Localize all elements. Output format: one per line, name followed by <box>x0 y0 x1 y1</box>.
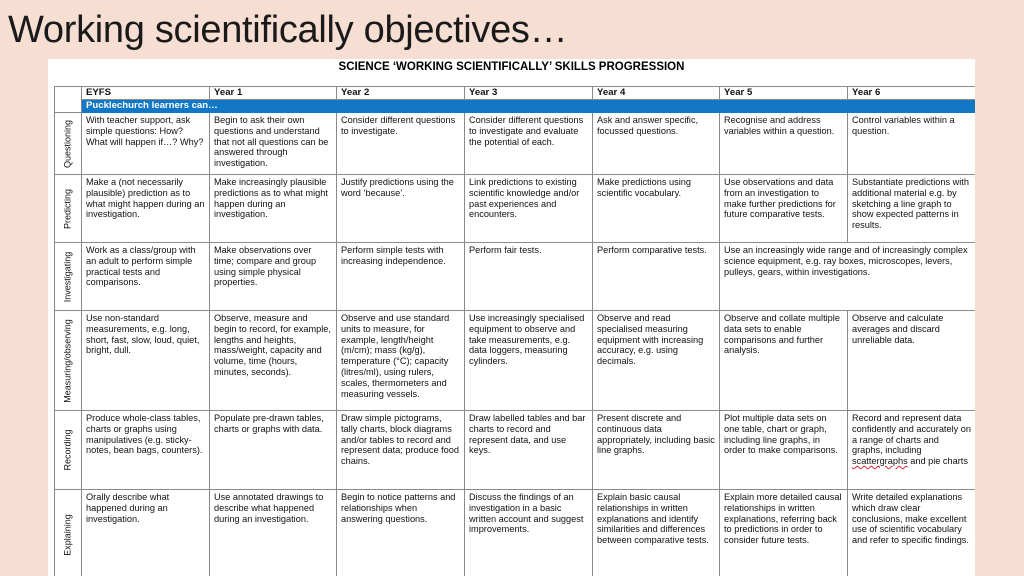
table-cell: With teacher support, ask simple questions: How? What will happen if…? Why? <box>82 113 210 175</box>
table-cell: Control variables within a question. <box>848 113 976 175</box>
banner-row <box>55 100 976 113</box>
table-row <box>55 243 976 311</box>
table-row <box>55 490 976 576</box>
row-label-measuring-observing: Measuring/observing <box>55 311 82 411</box>
document-title: SCIENCE ‘WORKING SCIENTIFICALLY’ SKILLS PROGRESSION <box>338 61 685 73</box>
table-cell: Justify predictions using the word ‘because’. <box>337 175 465 243</box>
table-cell: Link predictions to existing scientific knowledge and/or past experiences and encounters. <box>465 175 593 243</box>
table-cell: Use observations and data from an investigation to make further predictions for future comparative tests. <box>720 175 848 243</box>
table-cell: Write detailed explanations which draw clear conclusions, make excellent use of scientific vocabulary and refer to specific findings. <box>848 490 976 576</box>
table-cell: Substantiate predictions with additional material e.g. by sketching a line graph to show expected patterns in results. <box>848 175 976 243</box>
table-cell: Draw labelled tables and bar charts to record and represent data, and use keys. <box>465 411 593 490</box>
table-cell: Work as a class/group with an adult to perform simple practical tests and comparisons. <box>82 243 210 311</box>
table-cell: Discuss the findings of an investigation in a basic written account and suggest improvements. <box>465 490 593 576</box>
header-year-1: Year 1 <box>210 87 337 100</box>
table-cell: Use annotated drawings to describe what happened during an investigation. <box>210 490 337 576</box>
header-year-5: Year 5 <box>720 87 848 100</box>
table-cell: Consider different questions to investigate and evaluate the potential of each. <box>465 113 593 175</box>
table-cell: Observe and read specialised measuring equipment with increasing accuracy, e.g. using decimals. <box>593 311 720 411</box>
row-label-explaining: Explaining <box>55 490 82 576</box>
misspelled-word: scattergraphs <box>852 456 908 467</box>
banner-text: Pucklechurch learners can… <box>82 100 976 113</box>
header-row <box>55 87 976 100</box>
table-cell: Observe and collate multiple data sets to enable comparisons and further analysis. <box>720 311 848 411</box>
header-year-2: Year 2 <box>337 87 465 100</box>
table-cell: Begin to ask their own questions and understand that not all questions can be answered through investigation. <box>210 113 337 175</box>
skills-progression-table <box>54 86 975 576</box>
table-cell: Make increasingly plausible predictions as to what might happen during an investigation. <box>210 175 337 243</box>
table-cell: Orally describe what happened during an investigation. <box>82 490 210 576</box>
table-cell-merged: Use an increasingly wide range and of increasingly complex science equipment, e.g. ray boxes, microscopes, levers, pulleys, gears, within investigations. <box>720 243 976 311</box>
table-cell: Make predictions using scientific vocabulary. <box>593 175 720 243</box>
table-row <box>55 113 976 175</box>
table-cell: Observe and use standard units to measure, for example, length/height (m/cm); mass (kg/g), temperature (°C); capacity (litres/ml), using rulers, scales, thermometers and measuring vessels. <box>337 311 465 411</box>
table-cell: Recognise and address variables within a question. <box>720 113 848 175</box>
table-cell: Draw simple pictograms, tally charts, block diagrams and/or tables to record and represent data; produce food chains. <box>337 411 465 490</box>
corner-cell <box>55 87 82 113</box>
table-cell: Use increasingly specialised equipment to observe and take measurements, e.g. data loggers, measuring cylinders. <box>465 311 593 411</box>
table-cell: Explain more detailed causal relationships in written explanations, referring back to predictions in order to consider future tests. <box>720 490 848 576</box>
header-year-3: Year 3 <box>465 87 593 100</box>
header-year-4: Year 4 <box>593 87 720 100</box>
table-row <box>55 311 976 411</box>
row-label-investigating: Investigating <box>55 243 82 311</box>
table-cell: Perform simple tests with increasing independence. <box>337 243 465 311</box>
table-row <box>55 175 976 243</box>
table-cell: Plot multiple data sets on one table, chart or graph, including line graphs, in order to make comparisons. <box>720 411 848 490</box>
table-cell: Consider different questions to investigate. <box>337 113 465 175</box>
table-cell: Begin to notice patterns and relationships when answering questions. <box>337 490 465 576</box>
table-cell: Use non-standard measurements, e.g. long, short, fast, slow, loud, quiet, bright, dull. <box>82 311 210 411</box>
row-label-predicting: Predicting <box>55 175 82 243</box>
table-cell: Make observations over time; compare and group using simple physical properties. <box>210 243 337 311</box>
table-cell: Explain basic causal relationships in written explanations and identify similarities and differences between comparative tests. <box>593 490 720 576</box>
table-cell: Observe, measure and begin to record, for example, lengths and heights, mass/weight, capacity and volume, time (hours, minutes, seconds). <box>210 311 337 411</box>
table-cell: Perform comparative tests. <box>593 243 720 311</box>
table-cell: Perform fair tests. <box>465 243 593 311</box>
skills-progression-document <box>48 59 975 576</box>
table-cell: Make a (not necessarily plausible) prediction as to what might happen during an investigation. <box>82 175 210 243</box>
header-eyfs: EYFS <box>82 87 210 100</box>
row-label-recording: Recording <box>55 411 82 490</box>
table-cell: Record and represent data confidently and accurately on a range of charts and graphs, including scattergraphs and pie charts <box>848 411 976 490</box>
row-label-questioning: Questioning <box>55 113 82 175</box>
table-cell: Present discrete and continuous data appropriately, including basic line graphs. <box>593 411 720 490</box>
table-cell: Observe and calculate averages and discard unreliable data. <box>848 311 976 411</box>
table-row <box>55 411 976 490</box>
header-year-6: Year 6 <box>848 87 976 100</box>
slide-title: Working scientifically objectives… <box>8 9 568 51</box>
table-cell: Ask and answer specific, focussed questions. <box>593 113 720 175</box>
table-cell: Produce whole-class tables, charts or graphs using manipulatives (e.g. sticky-notes, bean bags, counters). <box>82 411 210 490</box>
table-cell: Populate pre-drawn tables, charts or graphs with data. <box>210 411 337 490</box>
